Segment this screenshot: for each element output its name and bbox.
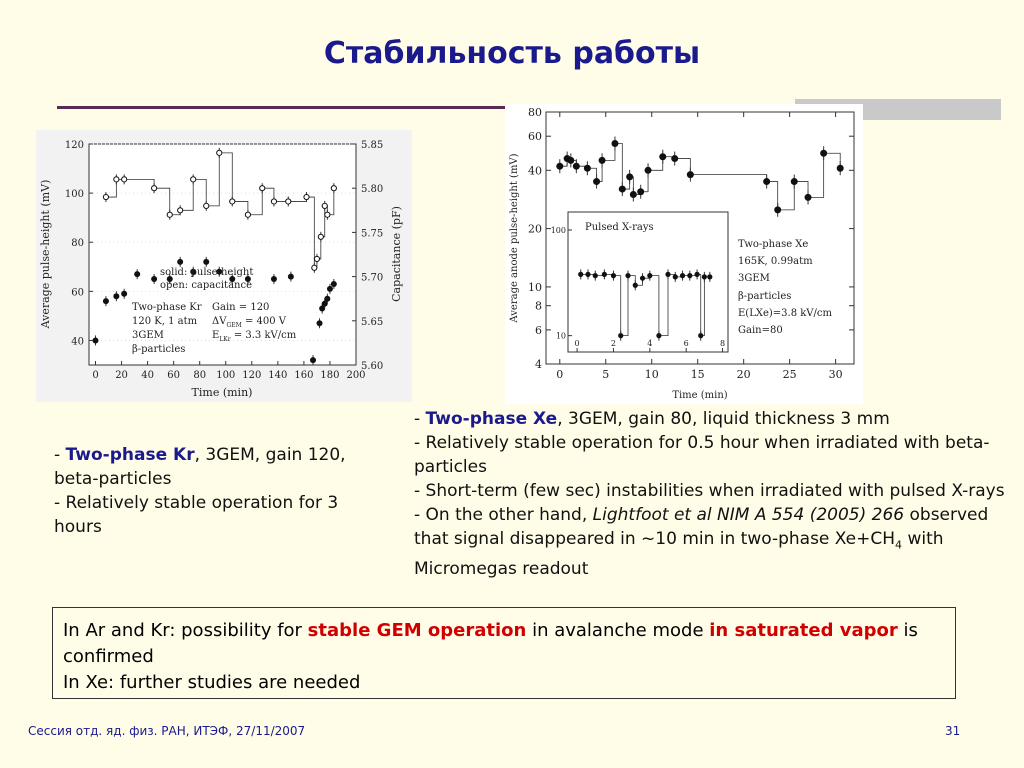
xe-label: Two-phase Xe bbox=[425, 409, 558, 429]
kr-pulse-height-point bbox=[203, 259, 209, 265]
conclusion-line-1 bbox=[63, 618, 955, 670]
xe-data-point bbox=[791, 178, 798, 185]
inset-data-point bbox=[625, 273, 630, 278]
kr-x-tick-label: 20 bbox=[115, 370, 128, 381]
xe-line-3: - Short-term (few sec) instabilities when irradiated with pulsed X-rays bbox=[414, 481, 1005, 501]
inset-data-point bbox=[665, 272, 670, 277]
kr-x-tick-label: 80 bbox=[193, 370, 207, 381]
inset-data-point bbox=[702, 274, 707, 279]
kr-capacitance-point bbox=[103, 194, 108, 199]
xe-x-tick-label: 20 bbox=[736, 368, 751, 381]
xe-reference: Lightfoot et al NIM A 554 (2005) 266 bbox=[592, 505, 905, 525]
inset-data-point bbox=[647, 273, 652, 278]
kr-capacitance-point bbox=[286, 199, 291, 204]
xe-x-tick-label: 15 bbox=[690, 368, 705, 381]
xe-description bbox=[414, 407, 1014, 581]
inset-y-tick-label: 100 bbox=[550, 226, 566, 235]
xe-stability-chart-panel bbox=[505, 104, 863, 404]
xe-data-point bbox=[671, 155, 678, 162]
kr-pulse-height-point bbox=[93, 337, 99, 343]
inset-data-point bbox=[611, 273, 616, 278]
footer-text: Сессия отд. яд. физ. РАН, ИТЭФ, 27/11/2007 bbox=[28, 724, 306, 738]
kr-capacitance-point bbox=[152, 186, 157, 191]
inset-data-point bbox=[578, 272, 583, 277]
kr-capacitance-point bbox=[114, 177, 119, 182]
kr-x-tick-label: 40 bbox=[141, 370, 154, 381]
xe-line-2: - Relatively stable operation for 0.5 hour when irradiated with beta-particles bbox=[414, 433, 990, 477]
xe-data-point bbox=[805, 194, 812, 201]
kr-pulse-height-point bbox=[317, 320, 323, 326]
kr-line-1 bbox=[54, 443, 374, 491]
xe-note-5: E(LXe)=3.8 kV/cm bbox=[738, 308, 832, 319]
kr-capacitance-point bbox=[271, 199, 276, 204]
inset-data-point bbox=[593, 273, 598, 278]
xe-data-point bbox=[820, 150, 827, 157]
kr-capacitance-point bbox=[325, 212, 330, 217]
kr-pulse-height-point bbox=[121, 291, 127, 297]
kr-pulse-height-point bbox=[327, 286, 333, 292]
kr-y-tick-label: 100 bbox=[64, 189, 84, 201]
inset-data-point bbox=[585, 272, 590, 277]
xe-stability-chart bbox=[505, 104, 863, 404]
xe-data-point bbox=[611, 140, 618, 147]
kr-capacitance-point bbox=[217, 150, 222, 155]
kr-gain-3: $E_{LKr} = 3.3$ kV/cm bbox=[212, 330, 297, 343]
kr-line-2: - Relatively stable operation for 3 hours bbox=[54, 493, 339, 537]
kr-capacitance-point bbox=[178, 208, 183, 213]
inset-data-point bbox=[618, 333, 623, 338]
xe-data-point bbox=[599, 157, 606, 164]
xe-x-tick-label: 5 bbox=[602, 368, 610, 381]
slide-title: Стабильность работы bbox=[323, 36, 701, 71]
kr-y2-tick-label: 5.75 bbox=[361, 228, 384, 240]
kr-x-tick-label: 100 bbox=[216, 370, 236, 381]
xe-data-point bbox=[637, 188, 644, 195]
xe-x-axis-label: Time (min) bbox=[672, 390, 728, 401]
inset-data-point bbox=[694, 272, 699, 277]
inset-data-point bbox=[656, 333, 661, 338]
kr-x-axis-label: Time (min) bbox=[191, 386, 253, 399]
xe-line-4-a: - On the other hand, bbox=[414, 505, 593, 525]
kr-y2-tick-label: 5.70 bbox=[361, 272, 384, 284]
kr-y2-tick-label: 5.85 bbox=[361, 140, 384, 151]
inset-data-point bbox=[640, 276, 645, 281]
xe-y-tick-label: 10 bbox=[528, 280, 542, 294]
kr-pulse-height-point bbox=[177, 259, 183, 265]
xe-line-1 bbox=[414, 407, 1014, 431]
kr-capacitance-point bbox=[304, 194, 309, 199]
xe-data-point bbox=[774, 206, 781, 213]
kr-x-tick-label: 120 bbox=[242, 370, 262, 381]
xe-rest: , 3GEM, gain 80, liquid thickness 3 mm bbox=[557, 409, 890, 429]
xe-data-point bbox=[837, 165, 844, 172]
inset-data-point bbox=[602, 272, 607, 277]
kr-gain-1: Gain = 120 bbox=[212, 302, 270, 313]
kr-rest: , 3GEM, gain 120, beta-particles bbox=[54, 445, 346, 489]
xe-data-point bbox=[573, 163, 580, 170]
inset-data-point bbox=[633, 283, 638, 288]
kr-y-tick-label: 120 bbox=[64, 140, 84, 151]
xe-note-4: β-particles bbox=[738, 291, 792, 302]
conclusion-c: in avalanche mode bbox=[526, 620, 710, 641]
kr-capacitance-point bbox=[314, 256, 319, 261]
kr-label: Two-phase Kr bbox=[65, 445, 195, 465]
xe-y-tick-label: 80 bbox=[528, 106, 542, 119]
conclusion-a: In Ar and Kr: possibility for bbox=[63, 620, 308, 641]
kr-capacitance-point bbox=[260, 186, 265, 191]
conclusion-highlight-gem: stable GEM operation bbox=[307, 620, 527, 641]
xe-x-tick-label: 30 bbox=[828, 368, 843, 381]
kr-pulse-height-point bbox=[310, 357, 316, 363]
xe-y-tick-label: 4 bbox=[535, 358, 542, 371]
inset-y-tick-label: 10 bbox=[555, 331, 566, 341]
kr-x-tick-label: 180 bbox=[320, 370, 340, 381]
inset-x-tick-label: 8 bbox=[719, 339, 726, 348]
inset-data-point bbox=[707, 274, 712, 279]
kr-pulse-height-point bbox=[151, 276, 157, 282]
kr-dash: - bbox=[54, 445, 66, 465]
kr-pulse-height-point bbox=[134, 271, 140, 277]
kr-x-tick-label: 200 bbox=[346, 370, 366, 381]
xe-line-4-b: observed that signal disappeared in ~10 min in two-phase Xe+CH bbox=[414, 505, 989, 549]
conclusion-box bbox=[52, 607, 956, 699]
kr-capacitance-point bbox=[312, 265, 317, 270]
xe-y-tick-label: 6 bbox=[535, 323, 542, 337]
xe-data-point bbox=[687, 171, 694, 178]
conclusion-line-2: In Xe: further studies are needed bbox=[63, 672, 361, 693]
page-number: 31 bbox=[945, 724, 961, 738]
xe-data-point bbox=[556, 163, 563, 170]
kr-pulse-height-point bbox=[113, 293, 119, 299]
kr-note-1: Two-phase Kr bbox=[132, 302, 202, 313]
xe-data-point bbox=[619, 186, 626, 193]
kr-pulse-height-point bbox=[271, 276, 277, 282]
xe-x-tick-label: 0 bbox=[556, 368, 564, 381]
xe-data-point bbox=[659, 153, 666, 160]
kr-x-tick-label: 160 bbox=[294, 370, 314, 381]
inset-x-tick-label: 6 bbox=[683, 339, 689, 348]
kr-stability-chart bbox=[36, 130, 412, 402]
inset-data-point bbox=[698, 333, 703, 338]
kr-y-tick-label: 60 bbox=[71, 287, 84, 299]
inset-data-point bbox=[680, 273, 685, 278]
kr-pulse-height-point bbox=[288, 274, 294, 280]
xe-data-point bbox=[567, 157, 574, 164]
kr-note-2: 120 K, 1 atm bbox=[132, 316, 198, 327]
xe-note-1: Two-phase Xe bbox=[738, 239, 809, 250]
kr-capacitance-point bbox=[322, 203, 327, 208]
kr-capacitance-point bbox=[167, 212, 172, 217]
kr-description bbox=[54, 443, 374, 539]
kr-capacitance-point bbox=[331, 186, 336, 191]
kr-y2-tick-label: 5.65 bbox=[361, 316, 384, 328]
xe-data-point bbox=[630, 191, 637, 198]
xe-line-4 bbox=[414, 503, 1014, 581]
kr-stability-chart-panel bbox=[36, 130, 412, 402]
kr-y2-axis-label: Capacitance (pF) bbox=[390, 206, 403, 302]
conclusion-highlight-vapor: in saturated vapor bbox=[709, 620, 898, 641]
xe-y-tick-label: 20 bbox=[528, 222, 542, 236]
xe-note-3: 3GEM bbox=[738, 273, 770, 284]
kr-capacitance-point bbox=[204, 203, 209, 208]
kr-legend-open: open: capacitance bbox=[160, 280, 252, 291]
kr-capacitance-point bbox=[245, 212, 250, 217]
xe-dash: - bbox=[414, 409, 426, 429]
xe-line-4-c: with Micromegas readout bbox=[414, 529, 944, 580]
inset-data-point bbox=[673, 274, 678, 279]
kr-x-tick-label: 140 bbox=[268, 370, 288, 381]
kr-note-4: β-particles bbox=[132, 344, 186, 355]
kr-pulse-height-point bbox=[331, 281, 337, 287]
xe-data-point bbox=[626, 173, 633, 180]
xe-y-tick-label: 40 bbox=[528, 164, 542, 178]
kr-pulse-height-point bbox=[103, 298, 109, 304]
kr-capacitance-point bbox=[230, 199, 235, 204]
kr-x-tick-label: 60 bbox=[167, 370, 181, 381]
inset-x-tick-label: 2 bbox=[610, 339, 617, 348]
xe-ch4-subscript: 4 bbox=[895, 538, 903, 552]
xe-x-tick-label: 25 bbox=[782, 368, 797, 381]
inset-x-tick-label: 0 bbox=[574, 339, 580, 348]
kr-pulse-height-point bbox=[324, 296, 330, 302]
xe-inset-title: Pulsed X-rays bbox=[585, 222, 654, 233]
xe-data-point bbox=[645, 167, 652, 174]
kr-capacitance-point bbox=[191, 177, 196, 182]
kr-legend-solid: solid: pulse-height bbox=[160, 267, 254, 278]
kr-y-tick-label: 80 bbox=[71, 238, 84, 250]
kr-capacitance-point bbox=[318, 234, 323, 239]
kr-x-tick-label: 0 bbox=[92, 370, 99, 381]
kr-note-3: 3GEM bbox=[132, 330, 164, 341]
xe-y-axis-label: Average anode pulse-height (mV) bbox=[509, 153, 520, 323]
xe-note-6: Gain=80 bbox=[738, 325, 783, 336]
kr-y-tick-label: 40 bbox=[71, 336, 84, 348]
inset-data-point bbox=[687, 273, 692, 278]
xe-data-point bbox=[763, 178, 770, 185]
kr-y2-tick-label: 5.80 bbox=[361, 184, 384, 196]
xe-y-tick-label: 8 bbox=[535, 299, 542, 313]
conclusion-e: is confirmed bbox=[63, 620, 918, 667]
xe-note-2: 165K, 0.99atm bbox=[738, 256, 813, 267]
inset-x-tick-label: 4 bbox=[647, 339, 653, 348]
kr-y2-tick-label: 5.60 bbox=[361, 361, 384, 372]
xe-y-tick-label: 60 bbox=[528, 130, 542, 144]
xe-data-point bbox=[593, 178, 600, 185]
kr-plot-frame bbox=[89, 144, 356, 365]
kr-capacitance-point bbox=[122, 177, 127, 182]
kr-gain-2: $\Delta V_{GEM} = 400$ V bbox=[212, 316, 287, 329]
kr-y-axis-label: Average pulse-height (mV) bbox=[39, 179, 52, 329]
xe-data-point bbox=[584, 165, 591, 172]
xe-x-tick-label: 10 bbox=[644, 368, 659, 381]
